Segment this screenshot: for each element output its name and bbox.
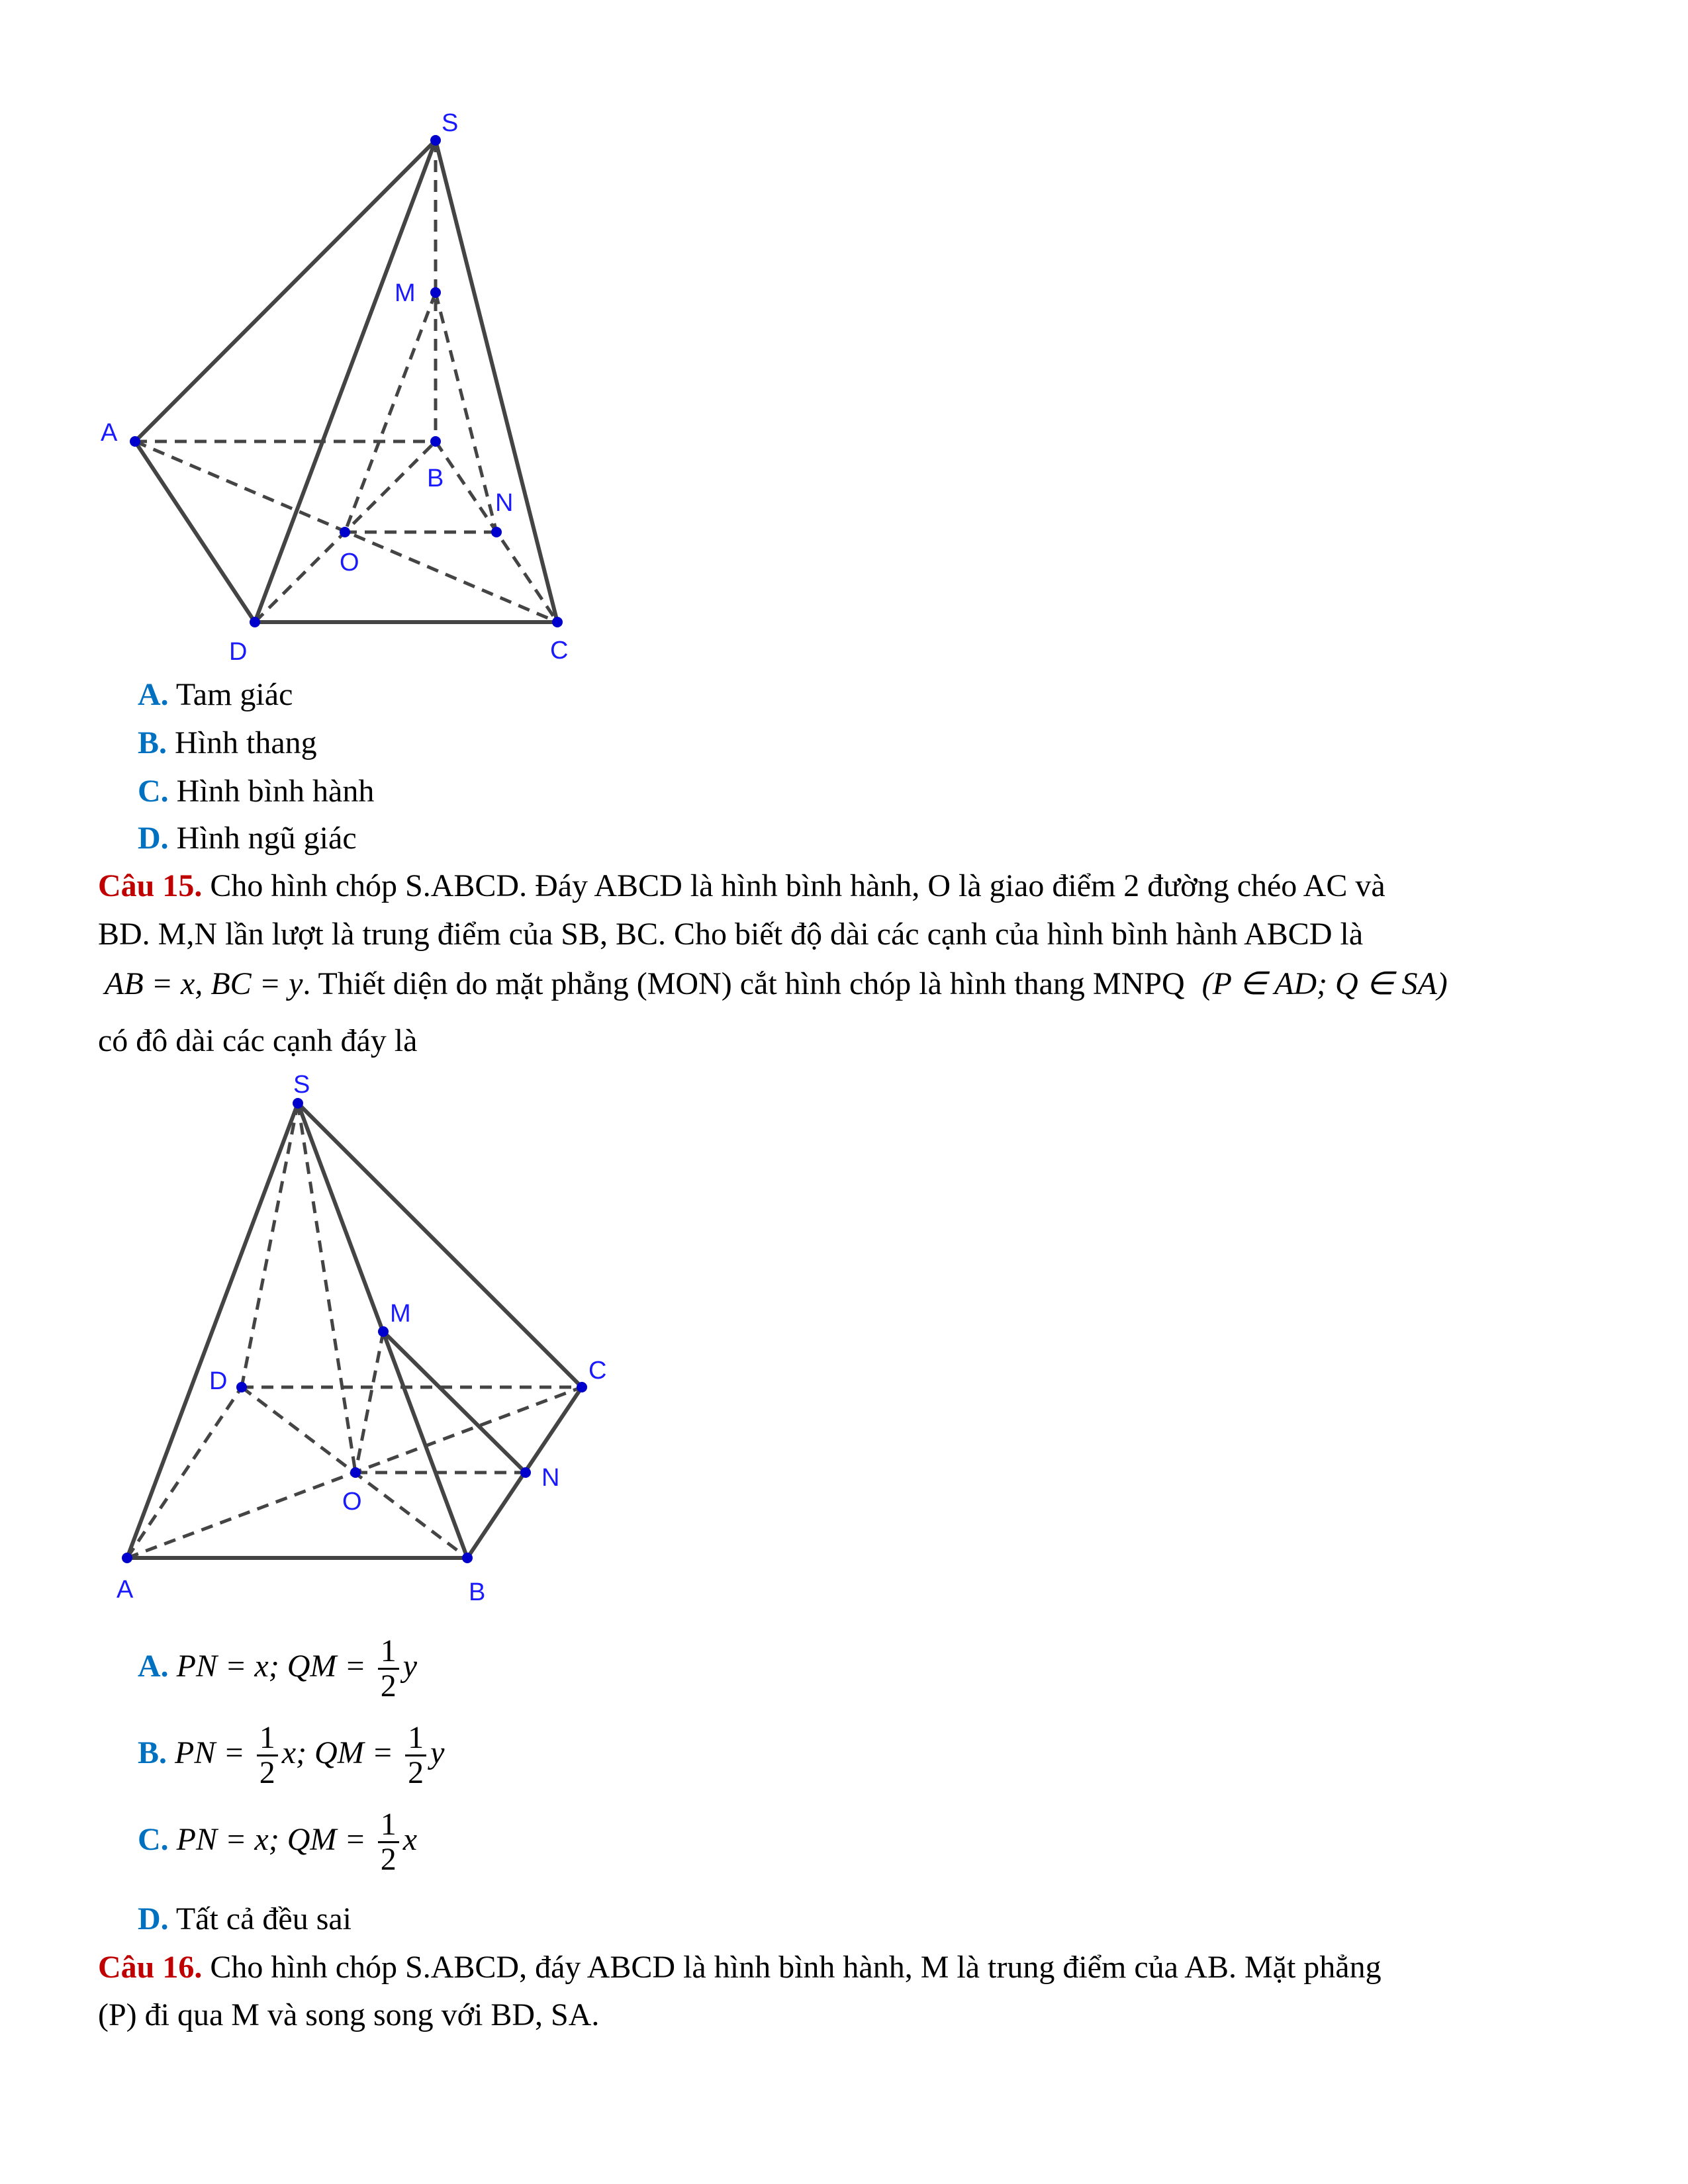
q15-option-a xyxy=(138,1635,417,1704)
fraction xyxy=(378,1635,399,1704)
fraction xyxy=(405,1721,426,1790)
label-S: S xyxy=(442,109,459,137)
label-S: S xyxy=(293,1071,310,1099)
math-variable: x xyxy=(402,1821,418,1857)
question-label: Câu 16. xyxy=(98,1950,203,1985)
option-letter: A. xyxy=(138,1648,169,1684)
label-C: C xyxy=(550,637,569,664)
q15-option-c xyxy=(138,1808,417,1877)
option-text: Hình bình hành xyxy=(176,774,375,809)
option-text: Tất cả đều sai xyxy=(175,1901,352,1936)
label-A: A xyxy=(101,419,118,447)
denominator: 2 xyxy=(408,1755,424,1791)
label-D: D xyxy=(209,1367,228,1395)
option-letter: D. xyxy=(138,821,169,856)
numerator: 1 xyxy=(257,1721,278,1756)
option-text: Tam giác xyxy=(175,677,293,712)
q15-line-1 xyxy=(98,870,1385,902)
label-A: A xyxy=(117,1576,134,1604)
option-text: Hình thang xyxy=(175,725,317,760)
q15-line-4: có đô dài các cạnh đáy là xyxy=(98,1023,418,1058)
option-letter: D. xyxy=(138,1901,169,1936)
question-text: Cho hình chóp S.ABCD, đáy ABCD là hình bình hành, M là trung điểm của AB. Mặt phẳng xyxy=(210,1950,1382,1985)
numerator: 1 xyxy=(405,1721,426,1756)
label-N: N xyxy=(541,1464,560,1492)
option-letter: B. xyxy=(138,1735,167,1770)
option-letter: C. xyxy=(138,774,169,809)
fraction xyxy=(257,1721,278,1790)
q15-option-b xyxy=(138,1721,444,1790)
option-letter: B. xyxy=(138,725,167,760)
label-C: C xyxy=(588,1357,607,1385)
numerator: 1 xyxy=(378,1635,399,1670)
q16-line-2: (P) đi qua M và song song với BD, SA. xyxy=(98,1997,600,2032)
question-text: . Thiết diện do mặt phẳng (MON) cắt hình chóp là hình thang MNPQ xyxy=(303,966,1185,1001)
option-letter: C. xyxy=(138,1821,169,1857)
math-expression: AB = x, BC = y xyxy=(105,966,303,1001)
math-expression: PN = xyxy=(175,1735,253,1770)
denominator: 2 xyxy=(259,1755,275,1791)
math-variable: y xyxy=(430,1735,445,1770)
q15-line-3 xyxy=(105,968,1448,1000)
q15-line-2: BD. M,N lần lượt là trung điểm của SB, BC. Cho biết độ dài các cạnh của hình bình hành ABCD là xyxy=(98,917,1364,952)
q14-option-b xyxy=(138,727,317,759)
label-M: M xyxy=(395,279,416,307)
math-expression: PN = x; QM = xyxy=(176,1648,374,1684)
q14-option-a xyxy=(138,679,293,711)
label-N: N xyxy=(495,489,514,517)
question-label: Câu 15. xyxy=(98,868,203,903)
q16-line-1 xyxy=(98,1952,1382,1983)
label-D: D xyxy=(229,638,248,666)
math-expression: PN = x; QM = xyxy=(176,1821,374,1857)
denominator: 2 xyxy=(380,1668,397,1704)
label-M: M xyxy=(390,1300,411,1328)
denominator: 2 xyxy=(380,1842,397,1878)
label-O: O xyxy=(342,1488,362,1516)
label-B: B xyxy=(427,465,444,492)
label-O: O xyxy=(340,549,359,576)
math-expression: x; QM = xyxy=(281,1735,402,1770)
math-variable: y xyxy=(402,1648,418,1684)
fraction xyxy=(378,1808,399,1877)
option-text: Hình ngũ giác xyxy=(176,821,357,856)
question-text: Cho hình chóp S.ABCD. Đáy ABCD là hình bình hành, O là giao điểm 2 đường chéo AC và xyxy=(210,868,1385,903)
math-condition: (P ∈ AD; Q ∈ SA) xyxy=(1201,966,1448,1001)
q15-option-d xyxy=(138,1903,352,1935)
q14-option-d xyxy=(138,823,357,854)
label-B: B xyxy=(469,1578,486,1606)
q14-option-c xyxy=(138,776,374,807)
option-letter: A. xyxy=(138,677,169,712)
numerator: 1 xyxy=(378,1808,399,1843)
